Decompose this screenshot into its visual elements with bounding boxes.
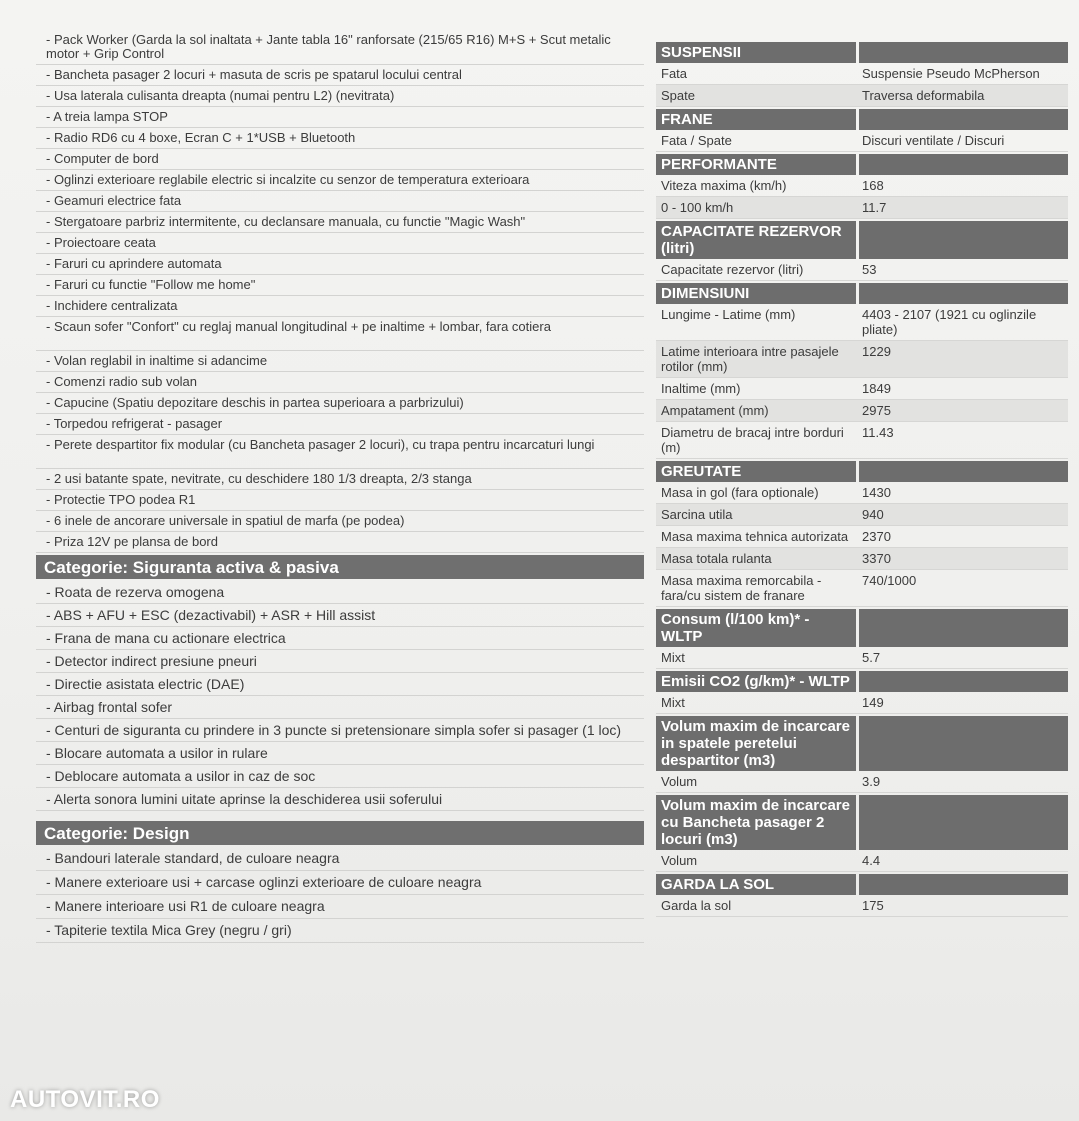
spec-key: Volum <box>661 774 698 789</box>
spec-value: 53 <box>862 262 877 277</box>
list-item: - Manere exterioare usi + carcase oglinzi exterioare de culoare neagra <box>36 871 644 895</box>
spec-section-header-fill <box>859 42 1068 63</box>
list-item: - Priza 12V pe plansa de bord <box>36 532 644 553</box>
list-item: - Faruri cu functie "Follow me home" <box>36 275 644 296</box>
spec-row <box>656 422 1068 459</box>
list-item: - Bancheta pasager 2 locuri + masuta de scris pe spatarul locului central <box>36 65 644 86</box>
spec-key: Latime interioara intre pasajele rotilor (mm) <box>661 344 839 374</box>
spec-value: 168 <box>862 178 884 193</box>
equipment-list <box>36 30 644 943</box>
spec-row <box>656 197 1068 219</box>
spec-value: Traversa deformabila <box>862 88 985 103</box>
list-item: - Frana de mana cu actionare electrica <box>36 627 644 650</box>
spec-section-header <box>656 609 1068 647</box>
list-item: - Geamuri electrice fata <box>36 191 644 212</box>
autovit-watermark: AUTOVIT.RO <box>10 1086 160 1113</box>
spec-row <box>656 647 1068 669</box>
spec-value: 2370 <box>862 529 891 544</box>
spec-section-header <box>656 461 1068 482</box>
spec-key: 0 - 100 km/h <box>661 200 734 215</box>
list-item: - Inchidere centralizata <box>36 296 644 317</box>
spec-section-title: DIMENSIUNI <box>656 283 856 304</box>
category-header-design: Categorie: Design <box>36 821 644 845</box>
list-item: - Stergatoare parbriz intermitente, cu declansare manuala, cu functie "Magic Wash" <box>36 212 644 233</box>
list-item: - Bandouri laterale standard, de culoare neagra <box>36 847 644 871</box>
spec-row <box>656 175 1068 197</box>
list-item: - Blocare automata a usilor in rulare <box>36 742 644 765</box>
spec-value: 740/1000 <box>862 573 917 588</box>
spec-section-title: GARDA LA SOL <box>656 874 856 895</box>
spec-row <box>656 895 1068 917</box>
spec-section-header-fill <box>859 154 1068 175</box>
list-item: - Pack Worker (Garda la sol inaltata + Jante tabla 16" ranforsate (215/65 R16) M+S + Scut metalic motor + Grip Control <box>36 30 644 65</box>
spec-value: Suspensie Pseudo McPherson <box>862 66 1040 81</box>
spec-section-header <box>656 283 1068 304</box>
spec-value: 4403 - 2107 (1921 cu oglinzile pliate) <box>862 307 1037 337</box>
spec-section-header <box>656 795 1068 850</box>
spec-key: Garda la sol <box>661 898 732 913</box>
list-item: - Detector indirect presiune pneuri <box>36 650 644 673</box>
spec-row <box>656 341 1068 378</box>
spec-section-header-fill <box>859 609 1068 647</box>
spec-value: 5.7 <box>862 650 881 665</box>
list-item: - Scaun sofer "Confort" cu reglaj manual longitudinal + pe inaltime + lombar, fara cotiera <box>36 317 644 351</box>
list-item: - Faruri cu aprindere automata <box>36 254 644 275</box>
spec-section-title: Consum (l/100 km)* - WLTP <box>656 609 856 647</box>
spec-section-header <box>656 671 1068 692</box>
list-item: - A treia lampa STOP <box>36 107 644 128</box>
spec-row <box>656 570 1068 607</box>
spec-key: Fata / Spate <box>661 133 732 148</box>
spec-key: Sarcina utila <box>661 507 733 522</box>
spec-value: 175 <box>862 898 884 913</box>
spec-section-header-fill <box>859 716 1068 771</box>
spec-key: Ampatament (mm) <box>661 403 769 418</box>
list-item: - Oglinzi exterioare reglabile electric si incalzite cu senzor de temperatura exterioara <box>36 170 644 191</box>
list-item: - 2 usi batante spate, nevitrate, cu deschidere 180 1/3 dreapta, 2/3 stanga <box>36 469 644 490</box>
spec-key: Masa maxima tehnica autorizata <box>661 529 849 544</box>
spec-section-header <box>656 874 1068 895</box>
spec-section-header <box>656 221 1068 259</box>
spec-key: Masa totala rulanta <box>661 551 772 566</box>
spec-section-title: Volum maxim de incarcare cu Bancheta pasager 2 locuri (m3) <box>656 795 856 850</box>
list-item: - Usa laterala culisanta dreapta (numai pentru L2) (nevitrata) <box>36 86 644 107</box>
spec-value: 4.4 <box>862 853 881 868</box>
spec-section-title: Volum maxim de incarcare in spatele peretelui despartitor (m3) <box>656 716 856 771</box>
list-item: - Airbag frontal sofer <box>36 696 644 719</box>
spec-row <box>656 378 1068 400</box>
design-list <box>36 847 644 943</box>
list-item: - Alerta sonora lumini uitate aprinse la deschiderea usii soferului <box>36 788 644 811</box>
list-item: - ABS + AFU + ESC (dezactivabil) + ASR + Hill assist <box>36 604 644 627</box>
spec-value: 1849 <box>862 381 891 396</box>
spec-key: Masa in gol (fara optionale) <box>661 485 819 500</box>
spec-key: Diametru de bracaj intre borduri (m) <box>661 425 844 455</box>
spec-section-header-fill <box>859 671 1068 692</box>
spec-row <box>656 63 1068 85</box>
spec-value: Discuri ventilate / Discuri <box>862 133 1005 148</box>
standard-equipment-list <box>36 30 644 553</box>
spec-section-title: FRANE <box>656 109 856 130</box>
list-item: - Computer de bord <box>36 149 644 170</box>
spec-value: 2975 <box>862 403 891 418</box>
spec-row <box>656 548 1068 570</box>
spec-section-title: PERFORMANTE <box>656 154 856 175</box>
spec-row <box>656 482 1068 504</box>
spec-value: 1229 <box>862 344 891 359</box>
siguranta-list <box>36 581 644 811</box>
spec-row <box>656 692 1068 714</box>
list-item: - Volan reglabil in inaltime si adancime <box>36 351 644 372</box>
list-item: - Manere interioare usi R1 de culoare neagra <box>36 895 644 919</box>
list-item: - Directie asistata electric (DAE) <box>36 673 644 696</box>
spec-row <box>656 504 1068 526</box>
spec-key: Mixt <box>661 650 685 665</box>
spec-row <box>656 850 1068 872</box>
list-item: - Tapiterie textila Mica Grey (negru / gri) <box>36 919 644 943</box>
technical-specs-table <box>656 40 1068 917</box>
spec-value: 940 <box>862 507 884 522</box>
spec-key: Viteza maxima (km/h) <box>661 178 787 193</box>
spec-row <box>656 304 1068 341</box>
spec-key: Volum <box>661 853 698 868</box>
spec-section-header-fill <box>859 109 1068 130</box>
spec-value: 3.9 <box>862 774 881 789</box>
spec-section-header-fill <box>859 221 1068 259</box>
spec-row <box>656 771 1068 793</box>
spec-key: Lungime - Latime (mm) <box>661 307 796 322</box>
list-item: - Centuri de siguranta cu prindere in 3 puncte si pretensionare simpla sofer si pasager (1 loc) <box>36 719 644 742</box>
spec-key: Masa maxima remorcabila - fara/cu sistem de franare <box>661 573 822 603</box>
list-item: - Protectie TPO podea R1 <box>36 490 644 511</box>
spec-row <box>656 400 1068 422</box>
spec-section-title: GREUTATE <box>656 461 856 482</box>
list-item: - Torpedou refrigerat - pasager <box>36 414 644 435</box>
spec-value: 11.7 <box>862 200 887 215</box>
list-item: - 6 inele de ancorare universale in spatiul de marfa (pe podea) <box>36 511 644 532</box>
spec-key: Inaltime (mm) <box>661 381 741 396</box>
list-item: - Capucine (Spatiu depozitare deschis in partea superioara a parbrizului) <box>36 393 644 414</box>
spec-key: Mixt <box>661 695 685 710</box>
list-item: - Proiectoare ceata <box>36 233 644 254</box>
spec-section-header <box>656 109 1068 130</box>
spec-row <box>656 259 1068 281</box>
spec-row <box>656 130 1068 152</box>
spec-value: 1430 <box>862 485 891 500</box>
spec-section-title: Emisii CO2 (g/km)* - WLTP <box>656 671 856 692</box>
spec-section-header <box>656 42 1068 63</box>
list-item: - Deblocare automata a usilor in caz de soc <box>36 765 644 788</box>
category-header-siguranta: Categorie: Siguranta activa & pasiva <box>36 555 644 579</box>
spec-row <box>656 85 1068 107</box>
spec-section-title: CAPACITATE REZERVOR (litri) <box>656 221 856 259</box>
spec-section-header-fill <box>859 461 1068 482</box>
spec-section-header-fill <box>859 283 1068 304</box>
spec-key: Spate <box>661 88 695 103</box>
spec-value: 3370 <box>862 551 891 566</box>
spec-value: 149 <box>862 695 884 710</box>
spec-section-header <box>656 154 1068 175</box>
spec-value: 11.43 <box>862 425 894 440</box>
spec-key: Fata <box>661 66 688 81</box>
spec-row <box>656 526 1068 548</box>
list-item: - Roata de rezerva omogena <box>36 581 644 604</box>
spec-section-title: SUSPENSII <box>656 42 856 63</box>
list-item: - Comenzi radio sub volan <box>36 372 644 393</box>
spec-key: Capacitate rezervor (litri) <box>661 262 804 277</box>
list-item: - Perete despartitor fix modular (cu Bancheta pasager 2 locuri), cu trapa pentru incarcaturi lungi <box>36 435 644 469</box>
spec-section-header-fill <box>859 795 1068 850</box>
spec-section-header <box>656 716 1068 771</box>
list-item: - Radio RD6 cu 4 boxe, Ecran C + 1*USB + Bluetooth <box>36 128 644 149</box>
spec-section-header-fill <box>859 874 1068 895</box>
